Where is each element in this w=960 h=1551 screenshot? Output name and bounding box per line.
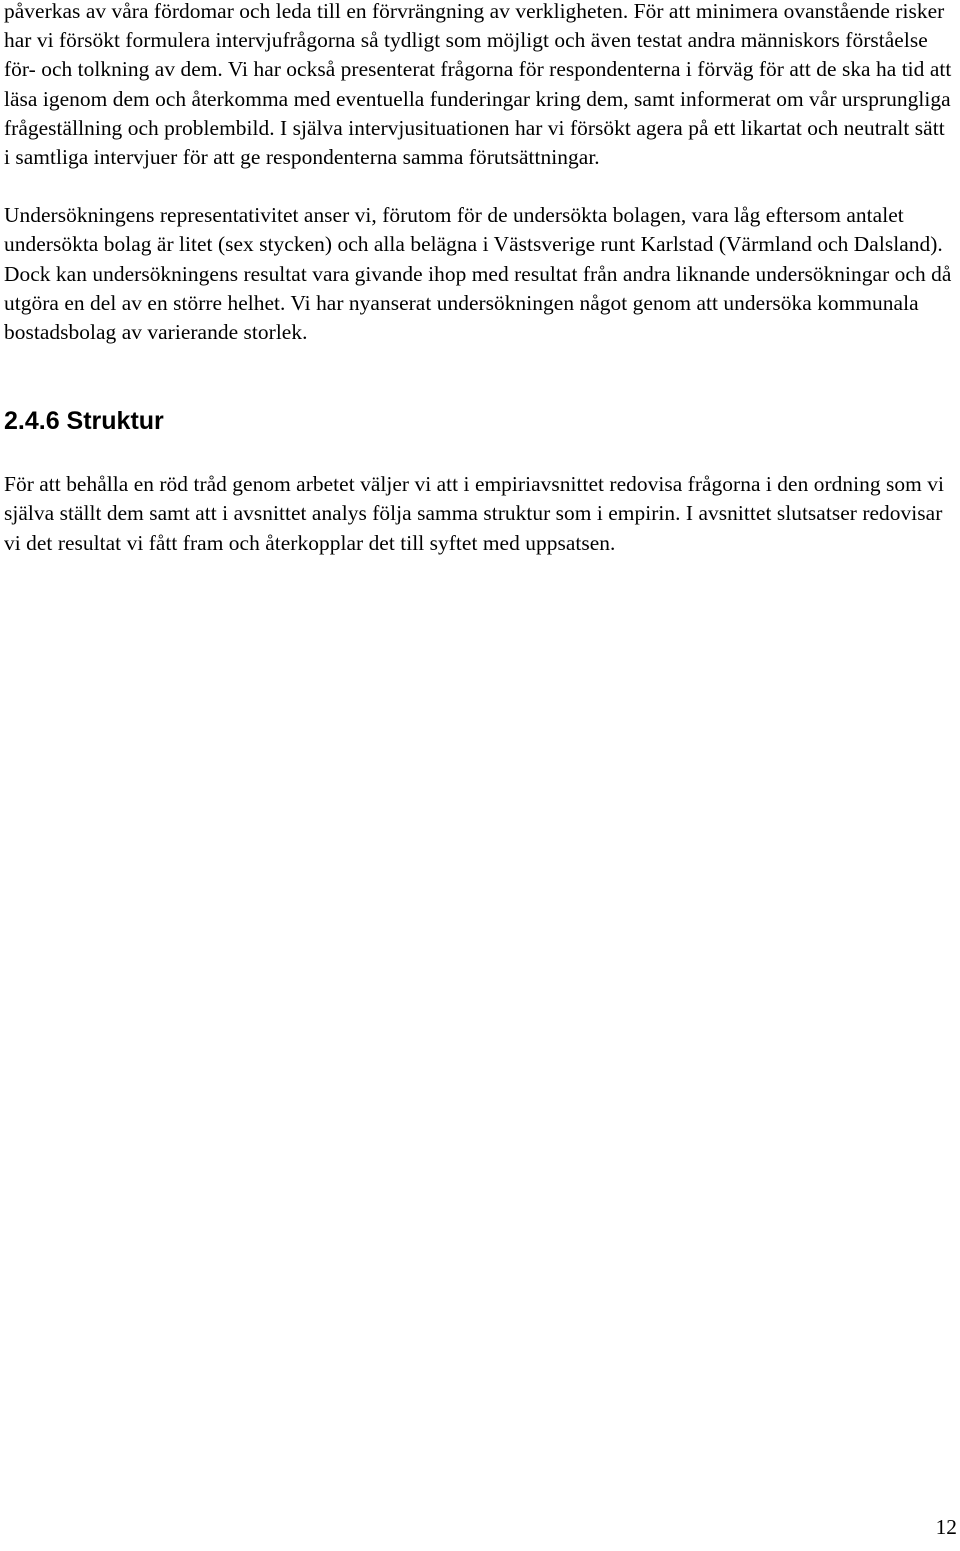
document-page [4,0,956,558]
page-number: 12 [935,1515,957,1539]
section-heading: 2.4.6 Struktur [4,407,164,436]
body-paragraph-struktur: För att behålla en röd tråd genom arbetet väljer vi att i empiriavsnittet redovisa frågorna i den ordning som vi själva ställt dem samt att i avsnittet analys följa samma struktur som i empirin. I avsnittet slutsatser redovisar vi det resultat vi fått fram och återkopplar det till syftet med uppsatsen. [4,472,944,555]
body-paragraph-fordomar: påverkas av våra fördomar och leda till en förvrängning av verkligheten. För att minimera ovanstående risker har vi försökt formulera intervjufrågorna så tydligt som möjligt och även testat andra människors förståelse för- och tolkning av dem. Vi har också presenterat frågorna för respondenterna i förväg för att de ska ha tid att läsa igenom dem och återkomma med eventuella funderingar kring dem, samt informerat om vår ursprungliga frågeställning och problembild. I själva intervjusituationen har vi försökt agera på ett likartat och neutralt sätt i samtliga intervjuer för att ge respondenterna samma förutsättningar. [4,0,952,170]
body-paragraph-representativitet: Undersökningens representativitet anser vi, förutom för de undersökta bolagen, vara låg eftersom antalet undersökta bolag är litet (sex stycken) och alla belägna i Västsverige runt Karlstad (Värmland och Dalsland). Dock kan undersökningens resultat vara givande ihop med resultat från andra liknande undersökningar och då utgöra en del av en större helhet. Vi har nyanserat undersökningen något genom att undersöka kommunala bostadsbolag av varierande storlek. [4,203,952,345]
